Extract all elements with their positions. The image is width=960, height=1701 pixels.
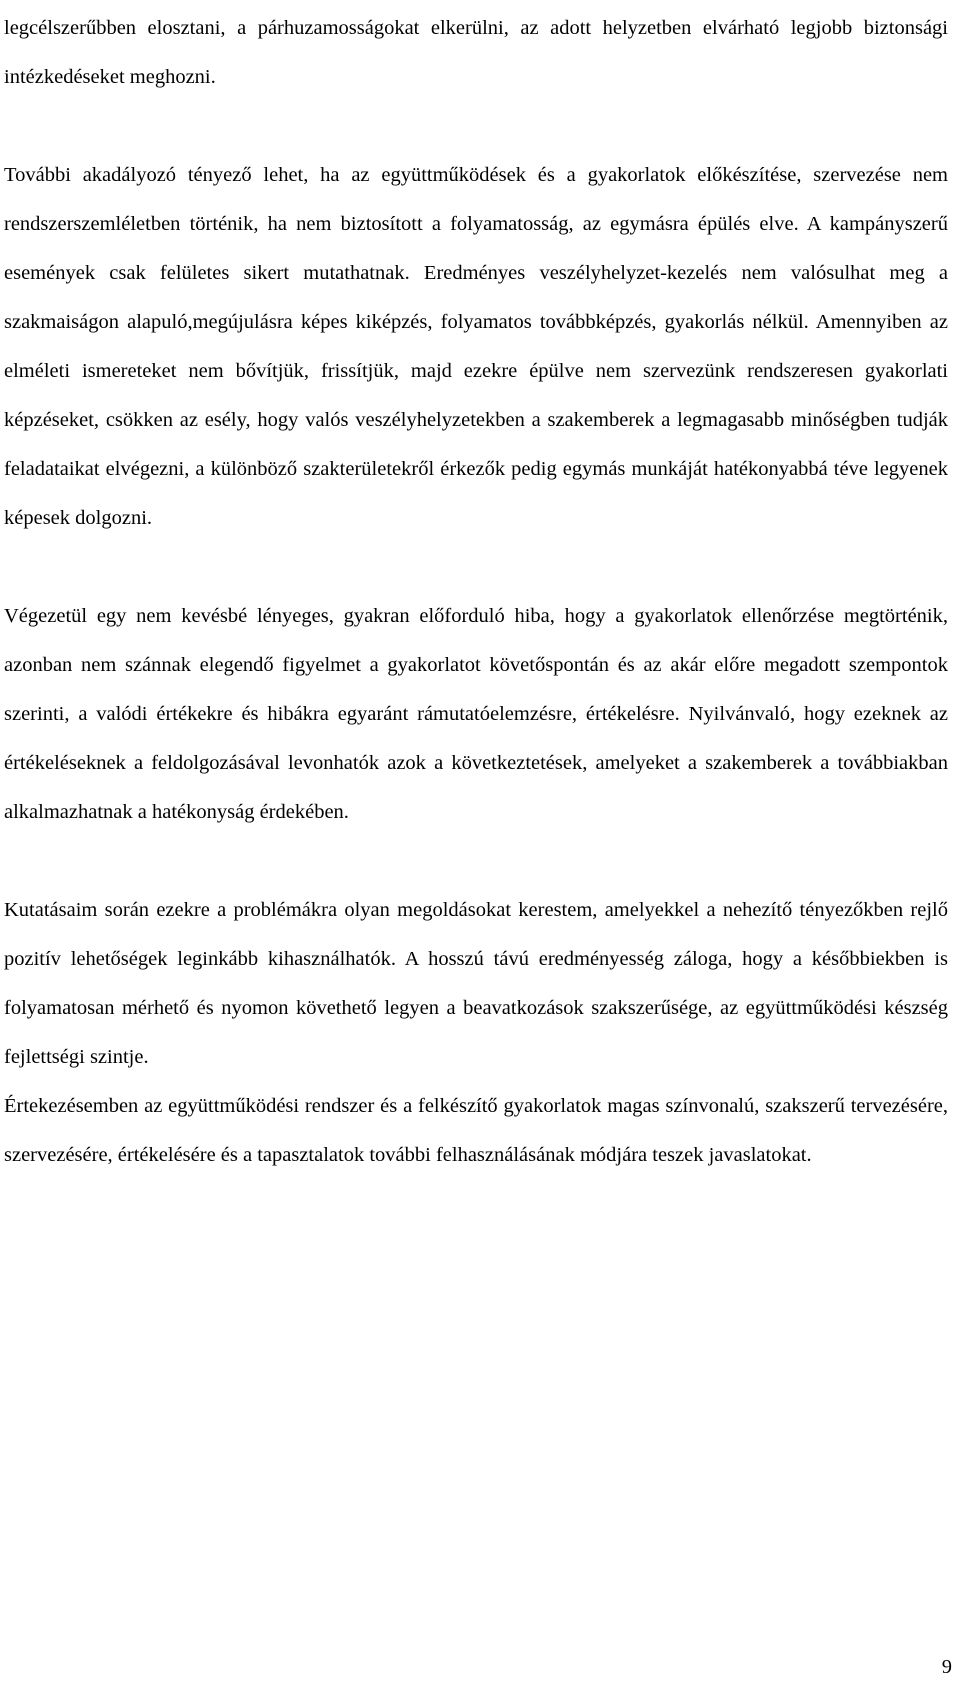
page-number: 9 — [941, 1656, 952, 1678]
paragraph-proposals: Értekezésemben az együttműködési rendszer és a felkészítő gyakorlatok magas színvonalú, szakszerű tervezésére, szervezésére, értékelésére és a tapasztalatok további felhasználásának módjára teszek javaslatokat. — [4, 1095, 948, 1166]
paragraph-continuation: legcélszerűbben elosztani, a párhuzamosságokat elkerülni, az adott helyzetben elvárható legjobb biztonsági intézkedéseket meghozni. — [4, 17, 948, 88]
paragraph-research: Kutatásaim során ezekre a problémákra olyan megoldásokat kerestem, amelyekkel a nehezítő tényezőkben rejlő pozitív lehetőségek leginkább kihasználhatók. A hosszú távú eredményesség záloga, hogy a későbbiekben is folyamatosan mérhető és nyomon követhető legyen a beavatkozások szakszerűsége, az együttműködési készség fejlettségi szintje. — [4, 899, 948, 1068]
paragraph-evaluation: Végezetül egy nem kevésbé lényeges, gyakran előforduló hiba, hogy a gyakorlatok ellenőrzése megtörténik, azonban nem szánnak elegendő figyelmet a gyakorlatot követőspontán és az akár előre megadott szempontok szerinti, a valódi értékekre és hibákra egyaránt rámutatóelemzésre, értékelésre. Nyilvánvaló, hogy ezeknek az értékeléseknek a feldolgozásával levonhatók azok a következtetések, amelyeket a szakemberek a továbbiakban alkalmazhatnak a hatékonyság érdekében. — [4, 605, 948, 823]
paragraph-obstacles: További akadályozó tényező lehet, ha az együttműködések és a gyakorlatok előkészítése, szervezése nem rendszerszemléletben történik, ha nem biztosított a folyamatosság, az egymásra épülés elve. A kampányszerű események csak felületes sikert mutathatnak. Eredményes veszélyhelyzet-kezelés nem valósulhat meg a szakmaiságon alapuló,megújulásra képes kiképzés, folyamatos továbbképzés, gyakorlás nélkül. Amennyiben az elméleti ismereteket nem bővítjük, frissítjük, majd ezekre épülve nem szervezünk rendszeresen gyakorlati képzéseket, csökken az esély, hogy valós veszélyhelyzetekben a szakemberek a legmagasabb minőségben tudják feladataikat elvégezni, a különböző szakterületekről érkezők pedig egymás munkáját hatékonyabbá téve legyenek képesek dolgozni. — [4, 164, 948, 529]
